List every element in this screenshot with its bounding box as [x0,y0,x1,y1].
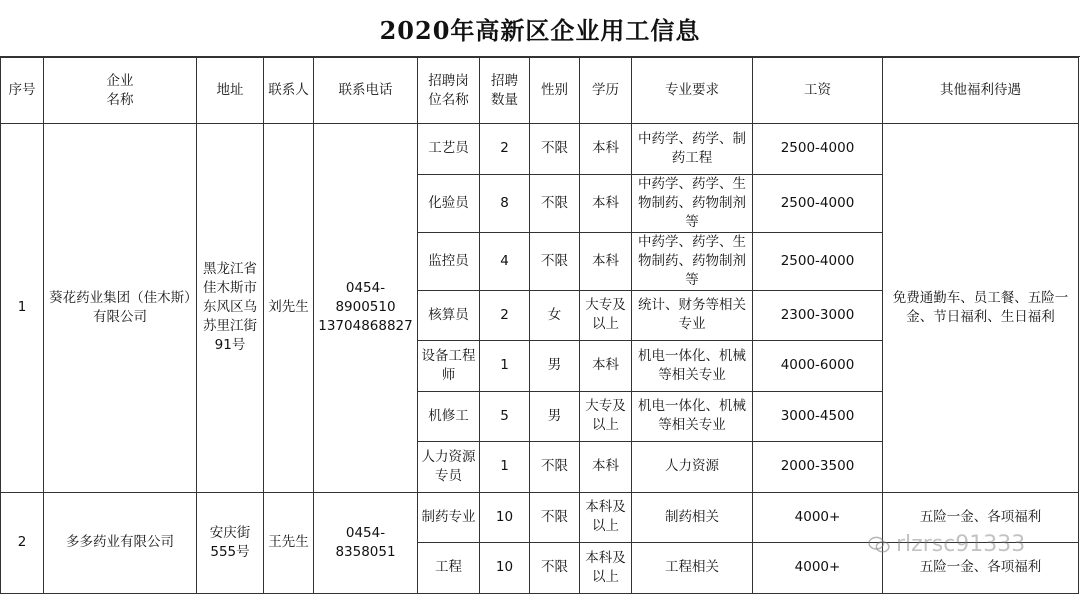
education-cell: 本科及以上 [580,492,632,543]
header-cell: 性别 [530,58,580,124]
position-cell: 设备工程师 [418,341,480,392]
seq-cell: 1 [1,124,44,493]
salary-cell: 4000-6000 [753,341,883,392]
major-cell: 工程相关 [632,543,753,594]
header-cell: 其他福利待遇 [883,58,1079,124]
education-cell: 大专及以上 [580,290,632,341]
benefits-cell: 五险一金、各项福利 [883,492,1079,543]
header-cell: 工资 [753,58,883,124]
benefits-cell: 五险一金、各项福利 [883,543,1079,594]
salary-cell: 2000-3500 [753,442,883,493]
watermark-text: rlzrsc91333 [896,532,1026,557]
page-title: 2020年高新区企业用工信息 [0,0,1080,57]
table-header-row [1,58,1079,124]
company-name-cell: 葵花药业集团（佳木斯）有限公司 [44,124,197,493]
education-cell: 本科 [580,124,632,175]
header-cell: 专业要求 [632,58,753,124]
major-cell: 人力资源 [632,442,753,493]
table-row [1,492,1079,543]
education-cell: 本科 [580,442,632,493]
major-cell: 制药相关 [632,492,753,543]
count-cell: 1 [480,341,530,392]
address-cell: 安庆街555号 [197,492,264,593]
count-cell: 4 [480,232,530,290]
position-cell: 化验员 [418,174,480,232]
count-cell: 5 [480,391,530,442]
major-cell: 中药学、药学、生物制药、药物制剂等 [632,232,753,290]
education-cell: 大专及以上 [580,391,632,442]
header-cell: 序号 [1,58,44,124]
count-cell: 10 [480,492,530,543]
gender-cell: 不限 [530,442,580,493]
header-cell: 招聘 数量 [480,58,530,124]
address-cell: 黑龙江省佳木斯市东风区乌苏里江街91号 [197,124,264,493]
header-cell: 企业 名称 [44,58,197,124]
salary-cell: 2500-4000 [753,232,883,290]
count-cell: 2 [480,290,530,341]
header-cell: 学历 [580,58,632,124]
gender-cell: 不限 [530,124,580,175]
count-cell: 2 [480,124,530,175]
count-cell: 8 [480,174,530,232]
major-cell: 统计、财务等相关专业 [632,290,753,341]
position-cell: 人力资源专员 [418,442,480,493]
education-cell: 本科及以上 [580,543,632,594]
header-cell: 联系人 [264,58,314,124]
phone-cell: 0454-8358051 [314,492,418,593]
gender-cell: 男 [530,391,580,442]
phone-cell: 0454-8900510 13704868827 [314,124,418,493]
count-cell: 1 [480,442,530,493]
salary-cell: 4000+ [753,543,883,594]
gender-cell: 不限 [530,174,580,232]
position-cell: 工程 [418,543,480,594]
gender-cell: 男 [530,341,580,392]
gender-cell: 不限 [530,543,580,594]
salary-cell: 2500-4000 [753,124,883,175]
company-name-cell: 多多药业有限公司 [44,492,197,593]
seq-cell: 2 [1,492,44,593]
contact-cell: 王先生 [264,492,314,593]
position-cell: 监控员 [418,232,480,290]
gender-cell: 不限 [530,492,580,543]
major-cell: 机电一体化、机械等相关专业 [632,391,753,442]
gender-cell: 女 [530,290,580,341]
contact-cell: 刘先生 [264,124,314,493]
position-cell: 机修工 [418,391,480,442]
position-cell: 制药专业 [418,492,480,543]
gender-cell: 不限 [530,232,580,290]
salary-cell: 4000+ [753,492,883,543]
header-cell: 联系电话 [314,58,418,124]
salary-cell: 2300-3000 [753,290,883,341]
header-cell: 地址 [197,58,264,124]
major-cell: 中药学、药学、生物制药、药物制剂等 [632,174,753,232]
table-row [1,124,1079,175]
count-cell: 10 [480,543,530,594]
education-cell: 本科 [580,232,632,290]
position-cell: 核算员 [418,290,480,341]
education-cell: 本科 [580,174,632,232]
salary-cell: 2500-4000 [753,174,883,232]
education-cell: 本科 [580,341,632,392]
position-cell: 工艺员 [418,124,480,175]
major-cell: 中药学、药学、制药工程 [632,124,753,175]
major-cell: 机电一体化、机械等相关专业 [632,341,753,392]
jobs-table [0,57,1079,594]
header-cell: 招聘岗 位名称 [418,58,480,124]
benefits-cell: 免费通勤车、员工餐、五险一金、节日福利、生日福利 [883,124,1079,493]
salary-cell: 3000-4500 [753,391,883,442]
